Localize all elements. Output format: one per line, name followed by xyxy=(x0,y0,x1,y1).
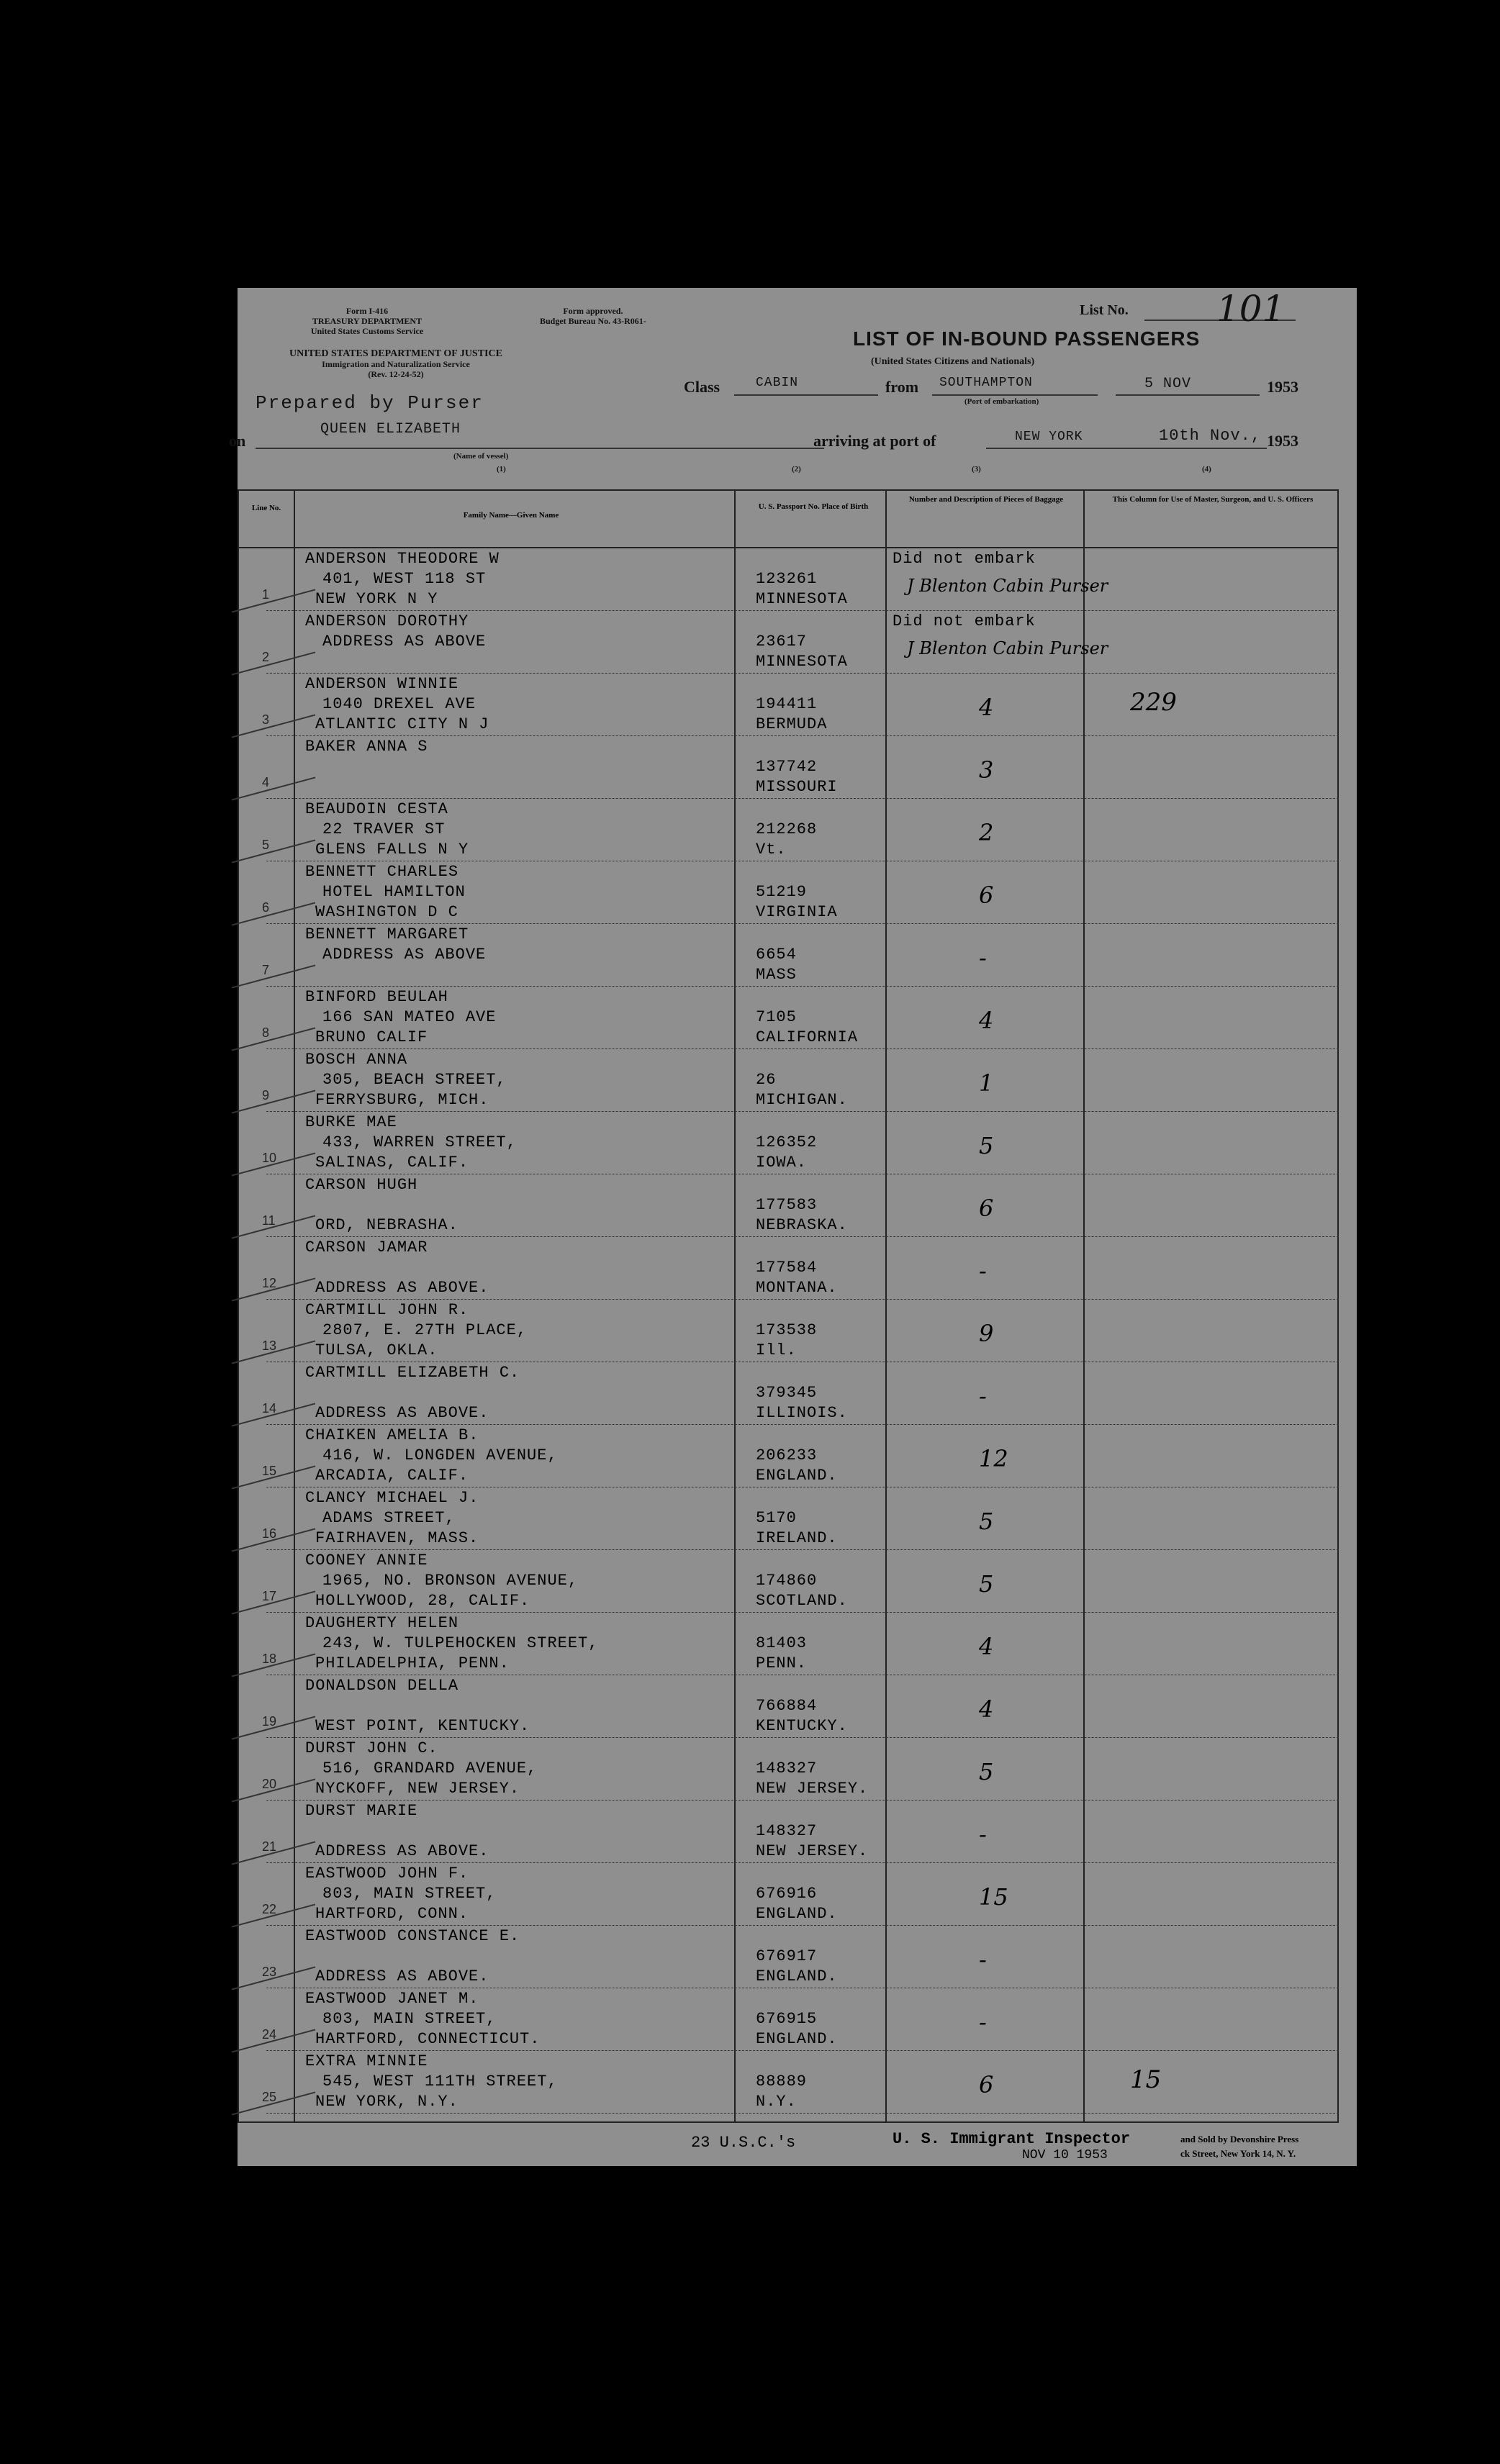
check-mark xyxy=(232,715,315,738)
passport-number: 5170 xyxy=(756,1509,797,1527)
place-of-birth: MISSOURI xyxy=(756,778,838,796)
place-of-birth: N.Y. xyxy=(756,2093,797,2111)
passenger-name: DONALDSON DELLA xyxy=(305,1677,459,1695)
passenger-address-1: 1965, NO. BRONSON AVENUE, xyxy=(322,1572,579,1590)
place-of-birth: ENGLAND. xyxy=(756,1967,838,1985)
line-number: 24 xyxy=(262,2027,277,2042)
passport-number: 766884 xyxy=(756,1697,818,1715)
line-number: 1 xyxy=(262,587,270,602)
place-of-birth: Ill. xyxy=(756,1341,797,1359)
from-label: from xyxy=(885,378,919,396)
passport-number: 194411 xyxy=(756,695,818,713)
baggage-count: - xyxy=(979,1257,987,1285)
passenger-address-2: ARCADIA, CALIF. xyxy=(315,1467,469,1485)
place-of-birth: MINNESOTA xyxy=(756,653,848,671)
baggage-count: 4 xyxy=(979,694,994,721)
baggage-count: - xyxy=(979,944,987,971)
passenger-name: BENNETT CHARLES xyxy=(305,863,459,881)
line-number: 19 xyxy=(262,1714,277,1729)
line-number: 20 xyxy=(262,1777,277,1791)
passport-number: 148327 xyxy=(756,1822,818,1840)
baggage-count: 15 xyxy=(979,1883,1008,1911)
line-number: 11 xyxy=(262,1213,276,1228)
passport-number: 81403 xyxy=(756,1634,808,1652)
arrival-line xyxy=(986,448,1267,449)
passenger-row xyxy=(238,1675,1339,1738)
place-of-birth: NEW JERSEY. xyxy=(756,1842,869,1860)
passenger-address-1: 243, W. TULPEHOCKEN STREET, xyxy=(322,1634,599,1652)
form-number: Form I-416 xyxy=(345,306,389,316)
line-number: 10 xyxy=(262,1151,277,1165)
passenger-name: DURST MARIE xyxy=(305,1802,418,1820)
check-mark xyxy=(232,902,315,926)
line-number: 22 xyxy=(262,1902,277,1916)
line-number: 25 xyxy=(262,2090,277,2104)
passport-number: 26 xyxy=(756,1071,777,1089)
binder-hole xyxy=(153,784,189,820)
col-header-passport: U. S. Passport No. Place of Birth xyxy=(758,502,869,511)
from-value: SOUTHAMPTON xyxy=(939,376,1033,390)
passport-number: 137742 xyxy=(756,758,818,776)
passenger-row xyxy=(238,1049,1339,1112)
passenger-address-2: PHILADELPHIA, PENN. xyxy=(315,1654,510,1672)
arrival-date: 10th Nov., xyxy=(1159,427,1262,445)
passenger-row xyxy=(238,1174,1339,1237)
place-of-birth: PENN. xyxy=(756,1654,808,1672)
passport-number: 212268 xyxy=(756,820,818,838)
passport-number: 177584 xyxy=(756,1259,818,1277)
passenger-address-1: 516, GRANDARD AVENUE, xyxy=(322,1759,538,1777)
line-number: 9 xyxy=(262,1088,270,1102)
passenger-row xyxy=(238,1112,1339,1174)
place-of-birth: VIRGINIA xyxy=(756,903,838,921)
passenger-name: ANDERSON DOROTHY xyxy=(305,612,469,630)
passenger-row xyxy=(238,548,1339,611)
passenger-name: CARTMILL ELIZABETH C. xyxy=(305,1364,520,1382)
passenger-address-2: ATLANTIC CITY N J xyxy=(315,715,489,733)
baggage-count: - xyxy=(979,1821,987,1848)
passenger-name: BURKE MAE xyxy=(305,1113,397,1131)
port-embark-caption: (Port of embarkation) xyxy=(964,397,1039,406)
line-number: 13 xyxy=(262,1339,277,1353)
list-no-label: List No. xyxy=(1080,302,1129,318)
passenger-row xyxy=(238,2051,1339,2114)
footer-count: 23 U.S.C.'s xyxy=(691,2134,796,2152)
passenger-row xyxy=(238,1425,1339,1487)
passenger-name: BEAUDOIN CESTA xyxy=(305,800,448,818)
check-mark xyxy=(232,1028,315,1051)
passenger-row xyxy=(238,1863,1339,1926)
passport-number: 23617 xyxy=(756,633,808,651)
passenger-name: DAUGHERTY HELEN xyxy=(305,1614,459,1632)
line-number: 18 xyxy=(262,1652,277,1666)
place-of-birth: MINNESOTA xyxy=(756,590,848,608)
passenger-address-2: NEW YORK N Y xyxy=(315,590,438,608)
prepared-by: Prepared by Purser xyxy=(256,392,484,414)
passenger-table xyxy=(238,489,1339,2123)
place-of-birth: NEW JERSEY. xyxy=(756,1780,869,1798)
from-line xyxy=(932,394,1098,396)
arrival-year: 1953 xyxy=(1267,432,1298,450)
passenger-row xyxy=(238,1926,1339,1988)
justice-dept: UNITED STATES DEPARTMENT OF JUSTICE xyxy=(289,348,502,359)
baggage-count: 4 xyxy=(979,1695,994,1723)
passenger-address-1: 305, BEACH STREET, xyxy=(322,1071,507,1089)
passenger-name: BINFORD BEULAH xyxy=(305,988,448,1006)
check-mark xyxy=(232,965,315,989)
passenger-address-1: 416, W. LONGDEN AVENUE, xyxy=(322,1446,558,1464)
class-value: CABIN xyxy=(756,376,799,390)
col-num-2b: (2) xyxy=(792,465,801,474)
check-mark xyxy=(232,589,315,613)
passenger-address-1: HOTEL HAMILTON xyxy=(322,883,466,901)
col-header-line-no: Line No. xyxy=(251,504,281,512)
passenger-row xyxy=(238,1613,1339,1675)
baggage-count: 2 xyxy=(979,819,994,846)
passenger-name: CARSON HUGH xyxy=(305,1176,418,1194)
baggage-count: 4 xyxy=(979,1007,994,1034)
baggage-count: - xyxy=(979,1382,987,1410)
passport-number: 148327 xyxy=(756,1759,818,1777)
passenger-name: BENNETT MARGARET xyxy=(305,925,469,943)
place-of-birth: KENTUCKY. xyxy=(756,1717,848,1735)
place-of-birth: ENGLAND. xyxy=(756,2030,838,2048)
passenger-row xyxy=(238,1362,1339,1425)
officer-note: J Blenton Cabin Purser xyxy=(907,576,1108,596)
place-of-birth: ENGLAND. xyxy=(756,1467,838,1485)
binder-hole xyxy=(153,2073,189,2109)
place-of-birth: SCOTLAND. xyxy=(756,1592,848,1610)
check-mark xyxy=(232,652,315,676)
place-of-birth: MONTANA. xyxy=(756,1279,838,1297)
passport-number: 676915 xyxy=(756,2010,818,2028)
baggage-count: 5 xyxy=(979,1758,994,1785)
passenger-address-1: 433, WARREN STREET, xyxy=(322,1133,517,1151)
form-subtitle: (United States Citizens and Nationals) xyxy=(871,356,1035,367)
passenger-address-1: 22 TRAVER ST xyxy=(322,820,446,838)
passenger-address-2: BRUNO CALIF xyxy=(315,1028,428,1046)
passenger-row xyxy=(238,1237,1339,1300)
line-number: 3 xyxy=(262,712,270,727)
baggage-count: 3 xyxy=(979,756,994,784)
line-number: 14 xyxy=(262,1401,277,1416)
place-of-birth: MICHIGAN. xyxy=(756,1091,848,1109)
passenger-name: BOSCH ANNA xyxy=(305,1051,408,1069)
place-of-birth: BERMUDA xyxy=(756,715,828,733)
footer-printer: and Sold by Devonshire Press xyxy=(1180,2134,1299,2144)
passenger-address-2: HARTFORD, CONNECTICUT. xyxy=(315,2030,541,2048)
line-number: 6 xyxy=(262,900,270,915)
passenger-name: BAKER ANNA S xyxy=(305,738,428,756)
passport-number: 676917 xyxy=(756,1947,818,1965)
passenger-row xyxy=(238,674,1339,736)
passenger-address-2: ADDRESS AS ABOVE. xyxy=(315,1967,489,1985)
passenger-address-1: ADDRESS AS ABOVE xyxy=(322,946,487,964)
check-mark xyxy=(232,777,315,801)
form-approved: Form approved. xyxy=(563,306,623,316)
baggage-count: 1 xyxy=(979,1069,994,1097)
passport-number: 7105 xyxy=(756,1008,797,1026)
officer-note: 15 xyxy=(1130,2065,1162,2094)
passenger-row xyxy=(238,987,1339,1049)
passport-number: 126352 xyxy=(756,1133,818,1151)
line-number: 15 xyxy=(262,1464,277,1478)
col-num-3: (3) xyxy=(972,465,981,474)
line-number: 2 xyxy=(262,650,270,664)
arrival-port: NEW YORK xyxy=(1015,430,1083,444)
baggage-count: 9 xyxy=(979,1320,994,1347)
passenger-address-2: ADDRESS AS ABOVE. xyxy=(315,1279,489,1297)
embark-date: 5 NOV xyxy=(1144,376,1192,392)
line-number: 12 xyxy=(262,1276,277,1290)
row-separator xyxy=(266,2113,1339,2114)
line-number: 4 xyxy=(262,775,270,789)
line-number: 7 xyxy=(262,963,270,977)
place-of-birth: NEBRASKA. xyxy=(756,1216,848,1234)
passenger-address-2: ORD, NEBRASHA. xyxy=(315,1216,458,1234)
place-of-birth: ENGLAND. xyxy=(756,1905,838,1923)
footer-inspector: U. S. Immigrant Inspector xyxy=(893,2130,1131,2148)
passenger-name: EASTWOOD JANET M. xyxy=(305,1990,479,2008)
passenger-row xyxy=(238,1738,1339,1801)
passenger-address-2: HOLLYWOOD, 28, CALIF. xyxy=(315,1592,530,1610)
passenger-row xyxy=(238,736,1339,799)
check-mark xyxy=(232,1090,315,1114)
passenger-name: COONEY ANNIE xyxy=(305,1552,428,1570)
arriving-label: arriving at port of xyxy=(813,432,936,450)
line-number: 23 xyxy=(262,1965,277,1979)
passport-number: 51219 xyxy=(756,883,808,901)
passenger-address-2: SALINAS, CALIF. xyxy=(315,1154,469,1172)
binder-hole xyxy=(153,317,189,353)
passenger-name: CHAIKEN AMELIA B. xyxy=(305,1426,479,1444)
place-of-birth: ILLINOIS. xyxy=(756,1404,848,1422)
passenger-address-1: 803, MAIN STREET, xyxy=(322,2010,497,2028)
check-mark xyxy=(232,840,315,864)
officer-note: 229 xyxy=(1130,688,1177,717)
list-no-value: 101 xyxy=(1216,288,1286,330)
revision: (Rev. 12-24-52) xyxy=(368,369,424,379)
passenger-address-2: ADDRESS AS ABOVE. xyxy=(315,1842,489,1860)
place-of-birth: CALIFORNIA xyxy=(756,1028,859,1046)
passenger-row xyxy=(238,611,1339,674)
passport-number: 174860 xyxy=(756,1572,818,1590)
vessel-name: QUEEN ELIZABETH xyxy=(320,421,461,438)
baggage-count: - xyxy=(979,1946,987,1973)
passenger-address-1: 166 SAN MATEO AVE xyxy=(322,1008,497,1026)
passport-number: 676916 xyxy=(756,1885,818,1903)
baggage-count: Did not embark xyxy=(893,612,1036,630)
form-id-block xyxy=(288,306,446,336)
passenger-row xyxy=(238,1801,1339,1863)
baggage-count: 5 xyxy=(979,1508,994,1535)
passport-number: 206233 xyxy=(756,1446,818,1464)
passenger-row xyxy=(238,1300,1339,1362)
passenger-address-2: WASHINGTON D C xyxy=(315,903,458,921)
passenger-row xyxy=(238,799,1339,861)
officer-note: J Blenton Cabin Purser xyxy=(907,638,1108,658)
passenger-row xyxy=(238,924,1339,987)
passenger-address-1: 2807, E. 27TH PLACE, xyxy=(322,1321,528,1339)
passenger-name: CARTMILL JOHN R. xyxy=(305,1301,469,1319)
passenger-address-1: ADAMS STREET, xyxy=(322,1509,456,1527)
vessel-line xyxy=(256,448,824,449)
line-number: 16 xyxy=(262,1526,277,1541)
passport-number: 123261 xyxy=(756,570,818,588)
passenger-address-2: GLENS FALLS N Y xyxy=(315,841,469,859)
passport-number: 173538 xyxy=(756,1321,818,1339)
baggage-count: 12 xyxy=(979,1445,1008,1472)
passenger-name: EASTWOOD CONSTANCE E. xyxy=(305,1927,520,1945)
footer-stamp-date: NOV 10 1953 xyxy=(1022,2148,1108,2162)
baggage-count: 6 xyxy=(979,2071,994,2098)
place-of-birth: MASS xyxy=(756,966,797,984)
passenger-name: EXTRA MINNIE xyxy=(305,2052,428,2070)
passenger-address-1: ADDRESS AS ABOVE xyxy=(322,633,487,651)
customs-name: United States Customs Service xyxy=(310,326,424,336)
passenger-row xyxy=(238,1988,1339,2051)
passenger-row xyxy=(238,1550,1339,1613)
passenger-name: CLANCY MICHAEL J. xyxy=(305,1489,479,1507)
passenger-address-2: NEW YORK, N.Y. xyxy=(315,2093,458,2111)
col-header-name: Family Name—Given Name xyxy=(463,511,559,520)
passenger-name: CARSON JAMAR xyxy=(305,1238,428,1256)
on-label: on xyxy=(229,432,246,450)
place-of-birth: IRELAND. xyxy=(756,1529,838,1547)
date-line xyxy=(1116,394,1260,396)
baggage-count: 6 xyxy=(979,882,994,909)
passenger-address-2: NYCKOFF, NEW JERSEY. xyxy=(315,1780,520,1798)
passenger-address-1: 545, WEST 111TH STREET, xyxy=(322,2073,558,2091)
passenger-address-2: WEST POINT, KENTUCKY. xyxy=(315,1717,530,1735)
dept-name: TREASURY DEPARTMENT xyxy=(312,316,423,326)
passenger-row xyxy=(238,861,1339,924)
passenger-address-2: ADDRESS AS ABOVE. xyxy=(315,1404,489,1422)
footer-printer-address: ck Street, New York 14, N. Y. xyxy=(1180,2148,1296,2159)
passenger-address-2: FERRYSBURG, MICH. xyxy=(315,1091,489,1109)
passport-number: 379345 xyxy=(756,1384,818,1402)
line-number: 5 xyxy=(262,838,270,852)
ins-name: Immigration and Naturalization Service xyxy=(322,359,470,369)
passport-number: 177583 xyxy=(756,1196,818,1214)
baggage-count: - xyxy=(979,2008,987,2036)
form-title: LIST OF IN-BOUND PASSENGERS xyxy=(853,327,1201,350)
baggage-count: 5 xyxy=(979,1570,994,1598)
place-of-birth: IOWA. xyxy=(756,1154,808,1172)
passenger-name: EASTWOOD JOHN F. xyxy=(305,1865,469,1883)
approval-block xyxy=(540,306,646,326)
class-label: Class xyxy=(684,378,720,396)
line-number: 21 xyxy=(262,1839,277,1854)
col-num-2: (1) xyxy=(497,465,506,474)
class-line xyxy=(734,394,878,396)
col-header-baggage: Number and Description of Pieces of Baggage xyxy=(908,495,1064,504)
passenger-row xyxy=(238,1487,1339,1550)
baggage-count: Did not embark xyxy=(893,550,1036,568)
line-number: 17 xyxy=(262,1589,277,1603)
passenger-address-1: 803, MAIN STREET, xyxy=(322,1885,497,1903)
justice-block xyxy=(238,349,554,379)
col-num-4: (4) xyxy=(1202,465,1211,474)
passenger-address-2: FAIRHAVEN, MASS. xyxy=(315,1529,479,1547)
passport-number: 88889 xyxy=(756,2073,808,2091)
binder-hole xyxy=(153,1626,189,1662)
embark-year: 1953 xyxy=(1267,378,1298,396)
vessel-caption: (Name of vessel) xyxy=(453,452,509,461)
budget-number: Budget Bureau No. 43-R061- xyxy=(540,316,646,326)
passenger-address-1: 401, WEST 118 ST xyxy=(322,570,487,588)
baggage-count: 6 xyxy=(979,1195,994,1222)
place-of-birth: Vt. xyxy=(756,841,787,859)
col-header-officers: This Column for Use of Master, Surgeon, and U. S. Officers xyxy=(1112,495,1314,504)
binder-hole xyxy=(153,1202,189,1238)
passenger-name: DURST JOHN C. xyxy=(305,1739,438,1757)
baggage-count: 5 xyxy=(979,1132,994,1159)
passenger-address-2: TULSA, OKLA. xyxy=(315,1341,438,1359)
passenger-address-2: HARTFORD, CONN. xyxy=(315,1905,469,1923)
baggage-count: 4 xyxy=(979,1633,994,1660)
passenger-name: ANDERSON THEODORE W xyxy=(305,550,500,568)
line-number: 8 xyxy=(262,1025,270,1040)
passenger-name: ANDERSON WINNIE xyxy=(305,675,459,693)
passenger-address-1: 1040 DREXEL AVE xyxy=(322,695,476,713)
passport-number: 6654 xyxy=(756,946,797,964)
